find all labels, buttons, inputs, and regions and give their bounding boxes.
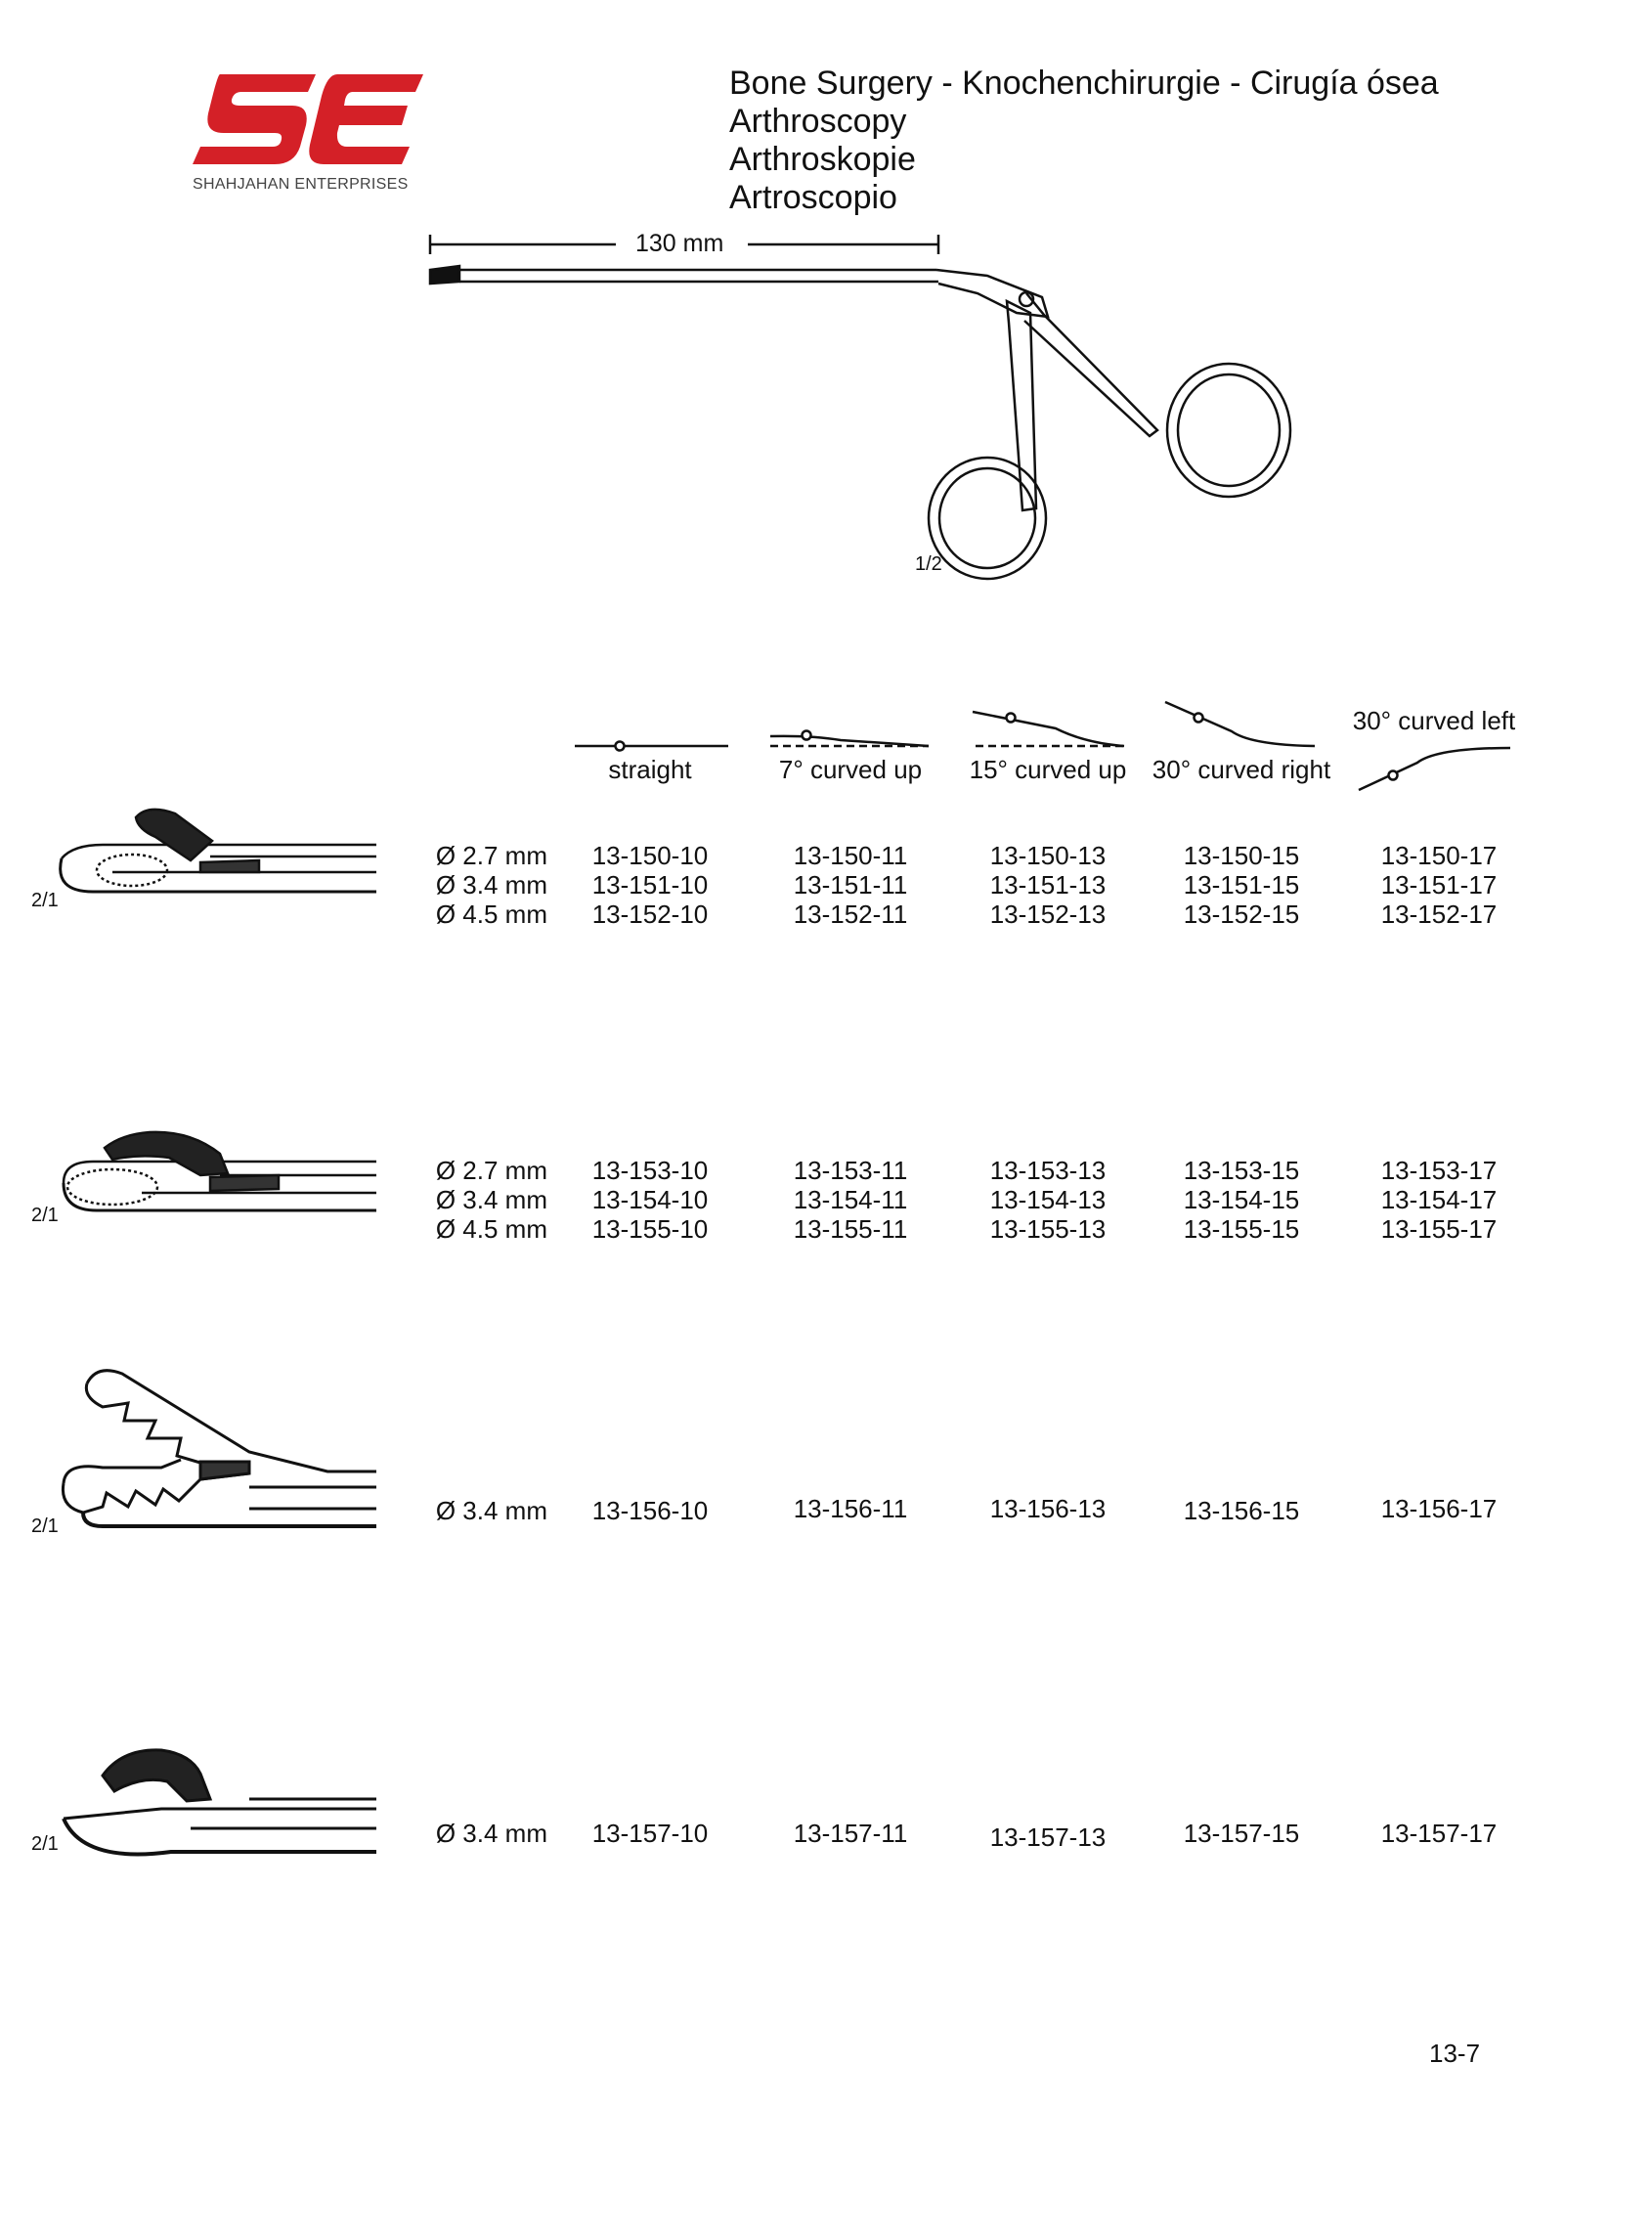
article-code: 13-150-10 — [591, 841, 709, 870]
article-code: 13-155-15 — [1183, 1214, 1300, 1244]
size-label: Ø 4.5 mm — [435, 1214, 547, 1244]
size-label: Ø 3.4 mm — [435, 870, 547, 900]
tip-2-cup-icon — [54, 1115, 386, 1232]
article-code: 13-151-11 — [793, 870, 908, 900]
article-code: 13-151-15 — [1183, 870, 1300, 900]
article-code: 13-155-17 — [1380, 1214, 1498, 1244]
curved-left-30-icon — [1359, 748, 1510, 790]
article-code: 13-152-11 — [793, 900, 908, 929]
tip-3-scale-label: 2/1 — [31, 1515, 59, 1537]
article-code: 13-151-13 — [989, 870, 1107, 900]
article-code: 13-151-17 — [1380, 870, 1498, 900]
article-code: 13-155-11 — [793, 1214, 908, 1244]
article-code: 13-154-11 — [793, 1185, 908, 1214]
article-code: 13-156-17 — [1380, 1494, 1498, 1523]
curved-up-7-icon — [770, 731, 929, 747]
article-code: 13-151-10 — [591, 870, 709, 900]
article-code: 13-153-17 — [1380, 1156, 1498, 1185]
article-code: 13-150-13 — [989, 841, 1107, 870]
article-code: 13-155-13 — [989, 1214, 1107, 1244]
article-code: 13-157-11 — [793, 1819, 908, 1848]
article-code: 13-150-15 — [1183, 841, 1300, 870]
size-label: Ø 2.7 mm — [435, 841, 547, 870]
header-subtitle-de: Arthroskopie — [729, 141, 916, 178]
column-icons — [0, 0, 1652, 802]
article-code: 13-152-10 — [591, 900, 709, 929]
straight-shaft-icon — [575, 742, 728, 751]
header-subtitle-es: Artroscopio — [729, 179, 897, 216]
instrument-length-label: 130 mm — [635, 230, 724, 257]
article-code: 13-153-10 — [591, 1156, 709, 1185]
tip-4-scoop-icon — [54, 1731, 386, 1867]
article-code: 13-155-10 — [591, 1214, 709, 1244]
article-code: 13-152-17 — [1380, 900, 1498, 929]
article-code: 13-157-17 — [1380, 1819, 1498, 1848]
article-code: 13-152-15 — [1183, 900, 1300, 929]
article-code: 13-153-11 — [793, 1156, 908, 1185]
column-label-curved-left-30: 30° curved left — [1352, 706, 1516, 735]
curved-right-30-icon — [1165, 702, 1315, 746]
tip-2-scale-label: 2/1 — [31, 1205, 59, 1226]
article-code: 13-152-13 — [989, 900, 1107, 929]
article-code: 13-150-11 — [793, 841, 908, 870]
article-code: 13-156-11 — [793, 1494, 908, 1523]
size-label: Ø 3.4 mm — [435, 1819, 547, 1848]
tip-4-scale-label: 2/1 — [31, 1833, 59, 1855]
article-code: 13-153-15 — [1183, 1156, 1300, 1185]
article-code: 13-156-13 — [989, 1494, 1107, 1523]
curved-up-15-icon — [973, 712, 1124, 746]
article-code: 13-154-15 — [1183, 1185, 1300, 1214]
article-code: 13-156-15 — [1183, 1496, 1300, 1525]
size-label: Ø 2.7 mm — [435, 1156, 547, 1185]
article-code: 13-157-13 — [989, 1822, 1107, 1852]
column-label-curved-right-30: 30° curved right — [1152, 755, 1331, 784]
size-label: Ø 3.4 mm — [435, 1185, 547, 1214]
instrument-scale-label: 1/2 — [915, 553, 942, 575]
article-code: 13-154-13 — [989, 1185, 1107, 1214]
size-label: Ø 3.4 mm — [435, 1496, 547, 1525]
column-label-curved-up-7: 7° curved up — [778, 755, 923, 784]
tip-1-scale-label: 2/1 — [31, 890, 59, 911]
brand-name: SHAHJAHAN ENTERPRISES — [193, 176, 409, 193]
tip-1-cup-icon — [54, 802, 386, 919]
header-title: Bone Surgery - Knochenchirurgie - Cirugía ósea — [729, 65, 1439, 102]
tip-3-toothed-jaw-icon — [54, 1364, 386, 1540]
article-code: 13-156-10 — [591, 1496, 709, 1525]
article-code: 13-157-15 — [1183, 1819, 1300, 1848]
page-number: 13-7 — [1429, 2039, 1481, 2068]
header-subtitle-en: Arthroscopy — [729, 103, 907, 140]
article-code: 13-150-17 — [1380, 841, 1498, 870]
article-code: 13-153-13 — [989, 1156, 1107, 1185]
article-code: 13-154-17 — [1380, 1185, 1498, 1214]
size-label: Ø 4.5 mm — [435, 900, 547, 929]
column-label-straight: straight — [608, 755, 692, 784]
article-code: 13-154-10 — [591, 1185, 709, 1214]
column-label-curved-up-15: 15° curved up — [969, 755, 1127, 784]
article-code: 13-157-10 — [591, 1819, 709, 1848]
